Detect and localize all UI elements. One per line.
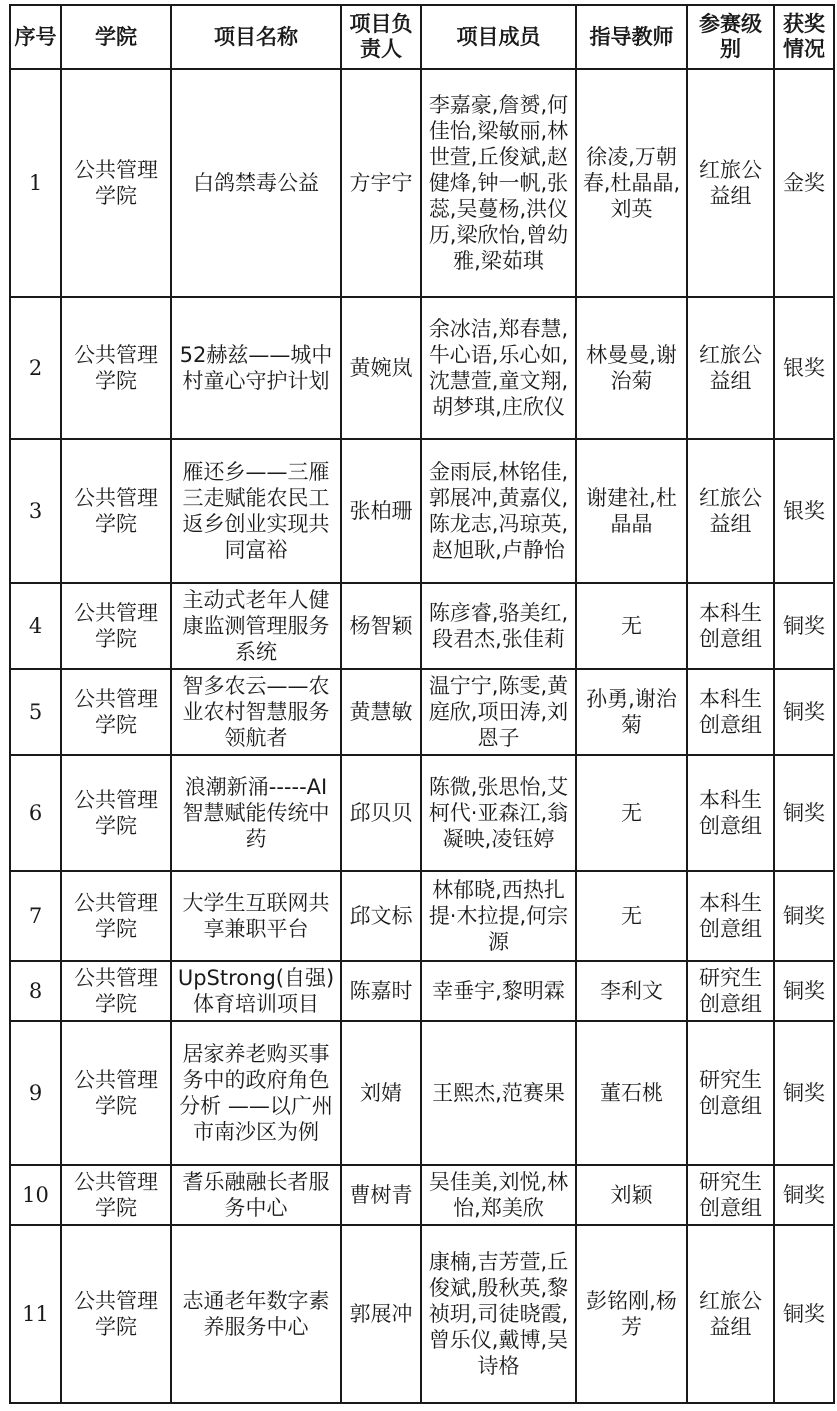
table-row	[10, 297, 834, 439]
cell-college: 公共管理学院	[61, 583, 171, 669]
cell-project: 浪潮新涌-----AI智慧赋能传统中药	[171, 755, 341, 871]
cell-members: 余冰洁,郑春慧,牛心语,乐心如,沈慧萱,童文翔,胡梦琪,庄欣仪	[421, 297, 576, 439]
cell-college: 公共管理学院	[61, 69, 171, 297]
cell-college: 公共管理学院	[61, 1021, 171, 1165]
cell-advisor: 无	[576, 871, 687, 961]
cell-leader: 陈嘉时	[341, 961, 421, 1021]
cell-leader: 张柏珊	[341, 439, 421, 583]
cell-award: 铜奖	[774, 583, 834, 669]
table-row	[10, 871, 834, 961]
cell-college: 公共管理学院	[61, 669, 171, 755]
cell-award: 铜奖	[774, 961, 834, 1021]
table-row	[10, 1225, 834, 1403]
table-row	[10, 961, 834, 1021]
cell-leader: 曹树青	[341, 1165, 421, 1225]
cell-members: 王熙杰,范赛果	[421, 1021, 576, 1165]
header-award: 获奖情况	[774, 5, 834, 69]
cell-advisor: 林曼曼,谢治菊	[576, 297, 687, 439]
cell-award: 铜奖	[774, 871, 834, 961]
cell-project: 耆乐融融长者服务中心	[171, 1165, 341, 1225]
cell-advisor: 孙勇,谢治菊	[576, 669, 687, 755]
cell-advisor: 谢建社,杜晶晶	[576, 439, 687, 583]
cell-category: 本科生创意组	[687, 583, 774, 669]
header-project: 项目名称	[171, 5, 341, 69]
cell-index: 11	[10, 1225, 61, 1403]
cell-project: 52赫兹——城中村童心守护计划	[171, 297, 341, 439]
cell-index: 8	[10, 961, 61, 1021]
cell-index: 4	[10, 583, 61, 669]
cell-advisor: 彭铭刚,杨芳	[576, 1225, 687, 1403]
cell-project: 雁还乡——三雁三走赋能农民工返乡创业实现共同富裕	[171, 439, 341, 583]
cell-project: 白鸽禁毒公益	[171, 69, 341, 297]
cell-category: 研究生创意组	[687, 1021, 774, 1165]
cell-project: UpStrong(自强)体育培训项目	[171, 961, 341, 1021]
cell-leader: 邱贝贝	[341, 755, 421, 871]
award-table	[9, 4, 835, 1404]
cell-category: 红旅公益组	[687, 297, 774, 439]
cell-members: 幸垂宇,黎明霖	[421, 961, 576, 1021]
cell-leader: 郭展冲	[341, 1225, 421, 1403]
cell-college: 公共管理学院	[61, 297, 171, 439]
table-row	[10, 1021, 834, 1165]
cell-award: 铜奖	[774, 669, 834, 755]
table-body	[10, 69, 834, 1403]
cell-college: 公共管理学院	[61, 961, 171, 1021]
cell-index: 1	[10, 69, 61, 297]
table-row	[10, 69, 834, 297]
header-advisor: 指导教师	[576, 5, 687, 69]
header-leader: 项目负责人	[341, 5, 421, 69]
cell-advisor: 刘颖	[576, 1165, 687, 1225]
cell-award: 金奖	[774, 69, 834, 297]
cell-college: 公共管理学院	[61, 439, 171, 583]
cell-award: 铜奖	[774, 1225, 834, 1403]
cell-award: 银奖	[774, 439, 834, 583]
cell-category: 本科生创意组	[687, 871, 774, 961]
cell-category: 红旅公益组	[687, 439, 774, 583]
cell-advisor: 董石桃	[576, 1021, 687, 1165]
cell-members: 吴佳美,刘悦,林怡,郑美欣	[421, 1165, 576, 1225]
header-category: 参赛级别	[687, 5, 774, 69]
cell-members: 林郁晓,西热扎提·木拉提,何宗源	[421, 871, 576, 961]
cell-members: 康楠,吉芳萱,丘俊斌,殷秋英,黎祯玥,司徒晓霞,曾乐仪,戴博,吴诗格	[421, 1225, 576, 1403]
cell-category: 红旅公益组	[687, 69, 774, 297]
table-row	[10, 439, 834, 583]
cell-index: 10	[10, 1165, 61, 1225]
cell-college: 公共管理学院	[61, 755, 171, 871]
cell-leader: 邱文标	[341, 871, 421, 961]
cell-members: 李嘉豪,詹赟,何佳怡,梁敏丽,林世萱,丘俊斌,赵健烽,钟一帆,张蕊,吴蔓杨,洪仪历,梁欣怡,曾幼雅,梁茹琪	[421, 69, 576, 297]
cell-category: 本科生创意组	[687, 755, 774, 871]
cell-category: 研究生创意组	[687, 1165, 774, 1225]
header-members: 项目成员	[421, 5, 576, 69]
cell-advisor: 无	[576, 583, 687, 669]
cell-category: 本科生创意组	[687, 669, 774, 755]
header-row	[10, 5, 834, 69]
cell-college: 公共管理学院	[61, 871, 171, 961]
cell-college: 公共管理学院	[61, 1165, 171, 1225]
cell-index: 5	[10, 669, 61, 755]
cell-index: 6	[10, 755, 61, 871]
cell-award: 铜奖	[774, 1165, 834, 1225]
cell-members: 温宁宁,陈雯,黄庭欣,项田涛,刘恩子	[421, 669, 576, 755]
cell-members: 金雨辰,林铭佳,郭展冲,黄嘉仪,陈龙志,冯琼英,赵旭耿,卢静怡	[421, 439, 576, 583]
cell-leader: 黄慧敏	[341, 669, 421, 755]
cell-leader: 方宇宁	[341, 69, 421, 297]
cell-members: 陈彦睿,骆美红,段君杰,张佳莉	[421, 583, 576, 669]
table-row	[10, 583, 834, 669]
cell-leader: 杨智颖	[341, 583, 421, 669]
cell-advisor: 李利文	[576, 961, 687, 1021]
header-index: 序号	[10, 5, 61, 69]
cell-advisor: 徐凌,万朝春,杜晶晶,刘英	[576, 69, 687, 297]
cell-project: 主动式老年人健康监测管理服务系统	[171, 583, 341, 669]
table-row	[10, 669, 834, 755]
cell-project: 大学生互联网共享兼职平台	[171, 871, 341, 961]
cell-award: 银奖	[774, 297, 834, 439]
cell-award: 铜奖	[774, 755, 834, 871]
cell-leader: 黄婉岚	[341, 297, 421, 439]
table-row	[10, 1165, 834, 1225]
cell-advisor: 无	[576, 755, 687, 871]
cell-project: 智多农云——农业农村智慧服务领航者	[171, 669, 341, 755]
table-row	[10, 755, 834, 871]
cell-members: 陈微,张思怡,艾柯代·亚森江,翁凝映,凌钰婷	[421, 755, 576, 871]
cell-index: 7	[10, 871, 61, 961]
cell-category: 研究生创意组	[687, 961, 774, 1021]
cell-award: 铜奖	[774, 1021, 834, 1165]
cell-index: 2	[10, 297, 61, 439]
cell-project: 居家养老购买事务中的政府角色分析 ——以广州市南沙区为例	[171, 1021, 341, 1165]
cell-index: 9	[10, 1021, 61, 1165]
cell-category: 红旅公益组	[687, 1225, 774, 1403]
cell-college: 公共管理学院	[61, 1225, 171, 1403]
cell-project: 志通老年数字素养服务中心	[171, 1225, 341, 1403]
header-college: 学院	[61, 5, 171, 69]
cell-index: 3	[10, 439, 61, 583]
cell-leader: 刘婧	[341, 1021, 421, 1165]
